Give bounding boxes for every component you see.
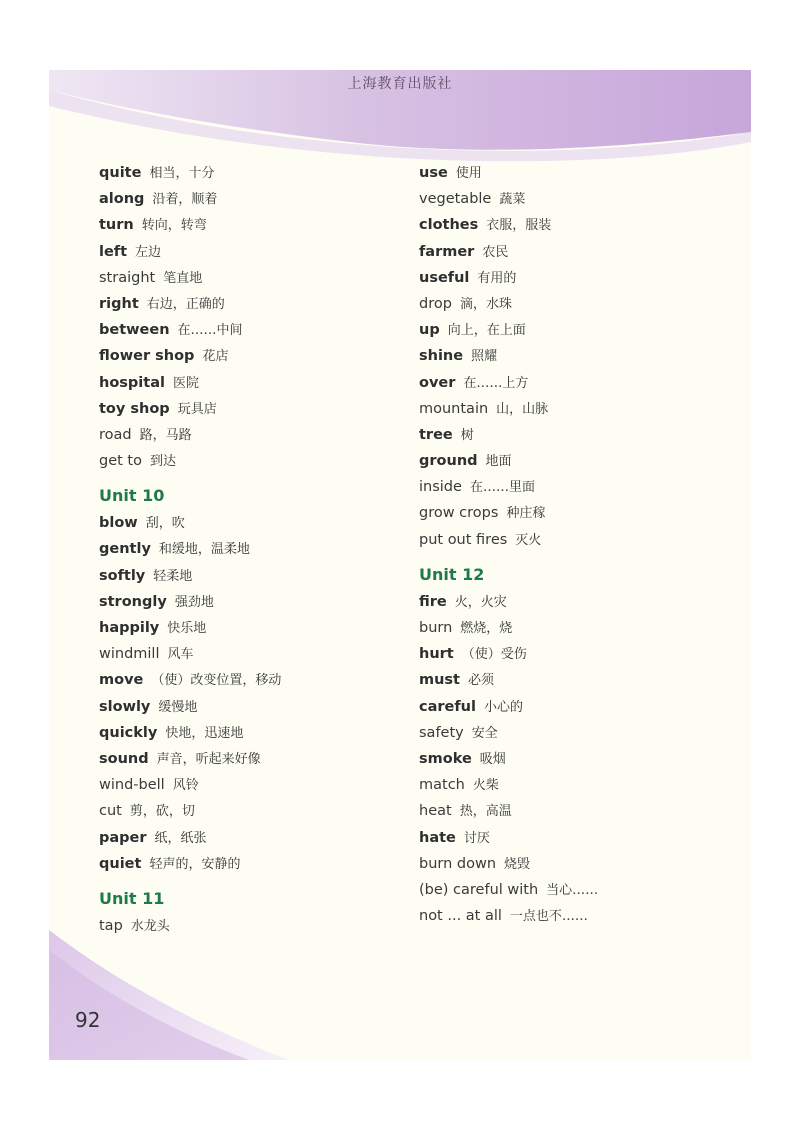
vocab-meaning: 刮，吹 xyxy=(145,516,185,532)
vocab-word: mountain xyxy=(419,400,489,417)
vocab-meaning: 快乐地 xyxy=(167,621,207,636)
vocab-word: move xyxy=(99,672,144,689)
vocab-entry xyxy=(99,851,399,877)
vocab-meaning: 左边 xyxy=(135,244,162,260)
vocab-entry xyxy=(99,317,399,343)
vocab-meaning: 使用 xyxy=(455,166,482,181)
vocab-word: blow xyxy=(99,515,138,532)
vocab-entry xyxy=(419,589,719,615)
vocab-entry xyxy=(99,667,399,693)
vocab-meaning: 有用的 xyxy=(477,270,517,286)
vocab-word: over xyxy=(419,374,456,391)
vocab-meaning: 相当，十分 xyxy=(149,166,215,181)
vocab-meaning: 一点也不…… xyxy=(509,909,588,925)
vocab-meaning: 快地，迅速地 xyxy=(165,725,244,741)
vocab-meaning: 强劲地 xyxy=(174,594,214,610)
vocab-meaning: 剪，砍，切 xyxy=(129,804,195,820)
vocab-entry xyxy=(419,500,719,526)
vocab-meaning: 沿着，顺着 xyxy=(152,192,218,208)
vocab-meaning: 小心的 xyxy=(483,699,523,715)
vocab-meaning: 滴，水珠 xyxy=(459,296,512,312)
bottom-corner-swoosh xyxy=(49,917,289,1060)
vocab-entry xyxy=(99,396,399,422)
vocab-word: ground xyxy=(419,453,478,470)
vocab-meaning: 右边，正确的 xyxy=(146,296,225,312)
vocab-word: burn xyxy=(419,620,453,636)
vocab-entry xyxy=(419,448,719,474)
vocab-word: flower shop xyxy=(99,348,195,365)
vocab-meaning: 笔直地 xyxy=(163,270,203,286)
vocab-entry xyxy=(99,641,399,667)
vocab-meaning: 山，山脉 xyxy=(496,401,549,417)
vocab-word: strongly xyxy=(99,593,167,610)
vocab-meaning: 树 xyxy=(460,427,474,443)
vocab-word: useful xyxy=(419,269,470,286)
vocab-meaning: 吸烟 xyxy=(479,751,506,767)
vocab-word: straight xyxy=(99,269,156,286)
vocab-entry xyxy=(99,160,399,186)
vocab-word: happily xyxy=(99,620,160,636)
vocab-entry xyxy=(419,396,719,422)
vocab-meaning: 蔬菜 xyxy=(499,192,526,208)
vocab-meaning: 在……上方 xyxy=(463,375,529,391)
vocab-meaning: 水龙头 xyxy=(130,918,170,934)
vocab-meaning: 轻声的，安静的 xyxy=(149,856,241,872)
vocab-entry xyxy=(99,370,399,396)
vocab-meaning: 在……中间 xyxy=(177,323,243,339)
vocab-entry xyxy=(419,186,719,212)
vocab-word: put out fires xyxy=(419,531,508,548)
vocab-entry xyxy=(99,589,399,615)
vocab-meaning: 风铃 xyxy=(172,778,199,794)
vocab-meaning: 到达 xyxy=(149,454,176,470)
vocab-meaning: 火，火灾 xyxy=(454,594,507,610)
unit-heading: Unit 11 xyxy=(99,888,165,908)
vocab-entry xyxy=(419,772,719,798)
vocab-word: hate xyxy=(419,829,456,846)
vocab-meaning: 种庄稼 xyxy=(506,506,546,522)
vocab-word: slowly xyxy=(99,698,151,715)
vocab-entry xyxy=(99,510,399,536)
vocab-entry xyxy=(419,239,719,265)
vocab-entry xyxy=(419,212,719,238)
vocab-entry xyxy=(419,317,719,343)
vocab-meaning: 声音，听起来好像 xyxy=(156,751,261,767)
page-number: 92 xyxy=(75,1008,101,1032)
vocab-entry xyxy=(419,370,719,396)
vocab-word: quiet xyxy=(99,855,142,872)
vocab-entry xyxy=(419,667,719,693)
vocab-entry xyxy=(419,641,719,667)
vocab-word: quickly xyxy=(99,724,158,741)
vocab-meaning: 花店 xyxy=(202,349,229,365)
vocab-word: tree xyxy=(419,426,453,443)
vocab-word: hospital xyxy=(99,374,165,391)
vocab-entry xyxy=(419,851,719,877)
vocab-word: careful xyxy=(419,698,476,715)
vocab-meaning: 医院 xyxy=(172,375,199,391)
vocab-word: safety xyxy=(419,724,464,741)
vocab-entry xyxy=(99,212,399,238)
vocab-meaning: 转向，转弯 xyxy=(141,218,207,234)
vocab-word: hurt xyxy=(419,646,454,663)
vocab-word: shine xyxy=(419,348,464,365)
vocab-entry xyxy=(419,903,719,929)
vocab-word: must xyxy=(419,672,460,689)
vocab-entry xyxy=(99,913,399,939)
vocab-meaning: 安全 xyxy=(471,725,498,741)
vocab-meaning: 火柴 xyxy=(472,778,499,794)
vocab-word: smoke xyxy=(419,750,472,767)
vocab-meaning: 讨厌 xyxy=(463,830,490,846)
vocab-word: clothes xyxy=(419,217,479,234)
vocab-entry xyxy=(419,160,719,186)
vocab-meaning: 地面 xyxy=(485,454,512,470)
vocab-entry xyxy=(419,798,719,824)
vocab-word: paper xyxy=(99,829,147,846)
vocab-entry xyxy=(99,422,399,448)
vocab-entry xyxy=(99,343,399,369)
vocab-word: softly xyxy=(99,567,146,584)
vocab-word: toy shop xyxy=(99,400,170,417)
unit-heading: Unit 10 xyxy=(99,486,165,506)
vocab-meaning: 农民 xyxy=(482,244,509,260)
vocab-word: windmill xyxy=(99,646,160,663)
vocab-meaning: 烧毁 xyxy=(504,856,531,872)
vocab-entry xyxy=(419,694,719,720)
vocab-word: sound xyxy=(99,750,149,767)
vocab-meaning: 燃烧，烧 xyxy=(460,621,513,636)
vocab-entry xyxy=(419,527,719,553)
vocab-entry xyxy=(419,474,719,500)
vocab-meaning: 当心…… xyxy=(546,882,599,898)
vocab-entry xyxy=(99,798,399,824)
vocab-word: not ... at all xyxy=(419,908,502,925)
vocab-entry xyxy=(99,536,399,562)
vocab-entry xyxy=(419,746,719,772)
vocab-entry xyxy=(419,265,719,291)
vocab-entry xyxy=(419,720,719,746)
vocab-word: burn down xyxy=(419,855,497,872)
vocab-word: inside xyxy=(419,479,462,496)
vocab-word: turn xyxy=(99,217,134,234)
vocab-meaning: 和缓地，温柔地 xyxy=(158,542,250,558)
vocab-meaning: （使）受伤 xyxy=(461,647,527,663)
vocab-word: right xyxy=(99,295,139,312)
vocab-entry xyxy=(419,343,719,369)
vocab-meaning: 照耀 xyxy=(471,349,498,365)
vocab-entry xyxy=(99,825,399,851)
vocab-entry xyxy=(99,772,399,798)
vocab-entry xyxy=(99,720,399,746)
vocab-word: heat xyxy=(419,803,452,820)
vocab-entry xyxy=(99,265,399,291)
vocab-meaning: 灭火 xyxy=(515,532,542,548)
vocab-column-right xyxy=(419,160,719,929)
vocab-entry xyxy=(99,291,399,317)
publisher-name: 上海教育出版社 xyxy=(347,76,453,92)
vocab-word: between xyxy=(99,322,170,339)
vocab-meaning: 必须 xyxy=(468,673,495,689)
vocab-word: up xyxy=(419,322,440,339)
vocab-word: drop xyxy=(419,295,452,312)
vocab-meaning: （使）改变位置，移动 xyxy=(151,673,282,689)
vocab-entry xyxy=(99,563,399,589)
vocab-entry xyxy=(99,746,399,772)
vocab-word: road xyxy=(99,426,132,443)
vocab-word: quite xyxy=(99,165,142,181)
vocab-word: farmer xyxy=(419,243,475,260)
vocab-meaning: 路，马路 xyxy=(139,427,192,443)
vocab-entry xyxy=(419,877,719,903)
unit-heading: Unit 12 xyxy=(419,564,485,584)
vocab-meaning: 缓慢地 xyxy=(158,699,198,715)
vocab-word: grow crops xyxy=(419,505,499,522)
vocab-entry xyxy=(419,615,719,641)
vocab-word: tap xyxy=(99,917,123,934)
vocab-entry xyxy=(99,694,399,720)
vocab-word: use xyxy=(419,165,448,181)
vocab-word: vegetable xyxy=(419,191,492,208)
vocab-word: (be) careful with xyxy=(419,881,539,898)
vocab-word: get to xyxy=(99,453,142,470)
vocab-meaning: 风车 xyxy=(167,647,194,663)
vocab-word: match xyxy=(419,777,465,794)
vocab-meaning: 轻柔地 xyxy=(153,568,193,584)
vocab-word: along xyxy=(99,191,145,208)
vocab-entry xyxy=(99,615,399,641)
vocab-entry xyxy=(419,291,719,317)
vocab-meaning: 在……里面 xyxy=(469,480,535,496)
vocab-meaning: 纸，纸张 xyxy=(154,830,207,846)
vocab-word: fire xyxy=(419,593,447,610)
vocab-word: cut xyxy=(99,803,122,820)
vocab-meaning: 向上，在上面 xyxy=(447,323,526,339)
vocab-word: gently xyxy=(99,541,151,558)
vocab-entry xyxy=(99,239,399,265)
vocab-word: left xyxy=(99,243,128,260)
vocab-entry xyxy=(99,186,399,212)
vocab-entry xyxy=(419,825,719,851)
vocab-meaning: 衣服，服装 xyxy=(486,218,552,234)
vocab-column-left xyxy=(99,160,399,939)
vocab-meaning: 玩具店 xyxy=(177,401,217,417)
vocab-word: wind-bell xyxy=(99,777,165,794)
vocab-entry xyxy=(419,422,719,448)
vocab-entry xyxy=(99,448,399,474)
vocab-meaning: 热，高温 xyxy=(459,804,512,820)
